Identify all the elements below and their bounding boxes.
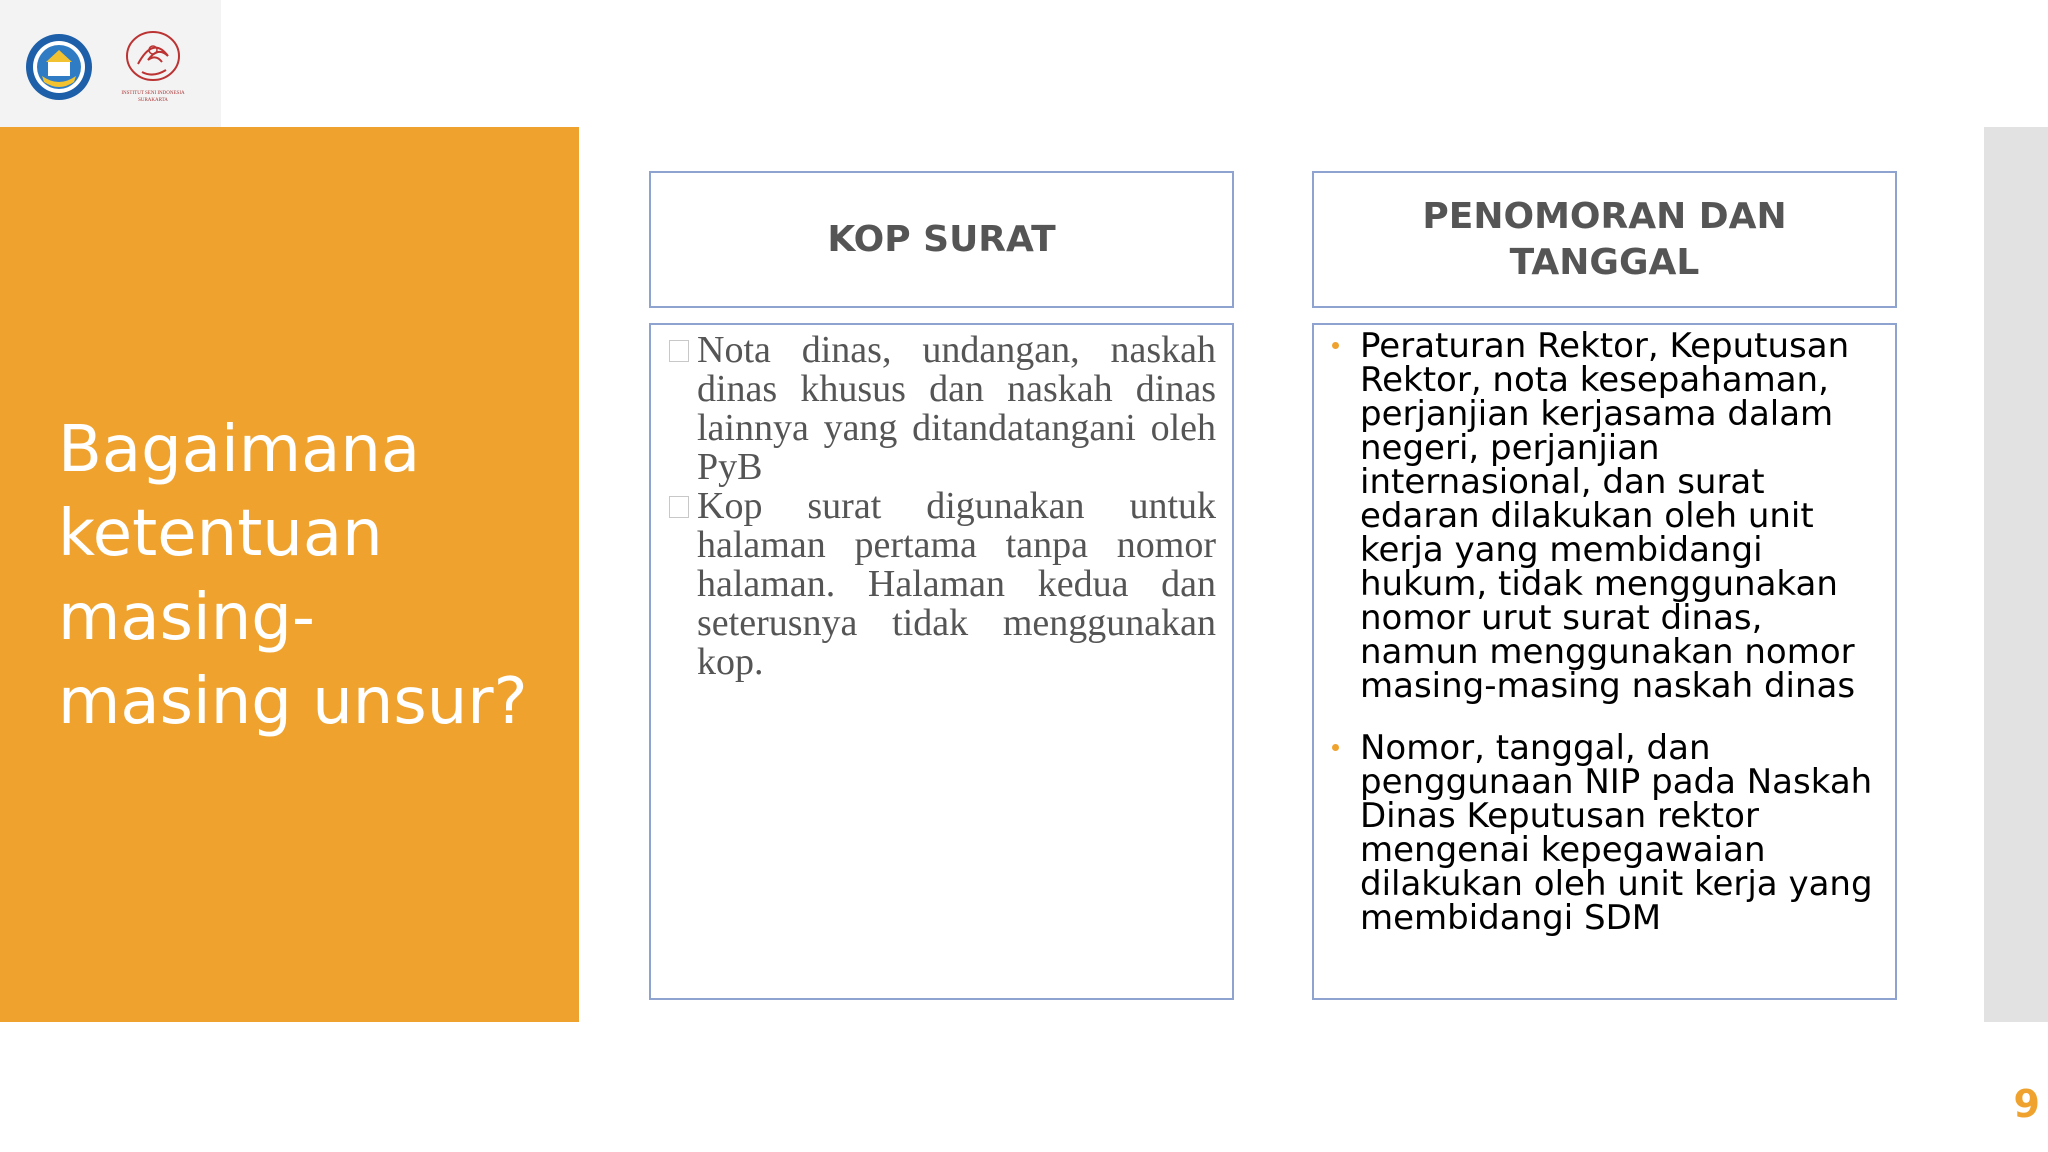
column-header-penomoran xyxy=(1312,171,1897,308)
isi-logo-text-line1: INSTITUT SENI INDONESIA xyxy=(121,91,185,96)
square-bullet-icon xyxy=(669,496,689,518)
square-bullet-icon xyxy=(669,340,689,362)
slide-title: Bagaimana ketentuan masing- masing unsur? xyxy=(58,413,528,739)
kop-surat-list xyxy=(651,325,1232,682)
column-body-kop-surat xyxy=(649,323,1234,1000)
list-item: Nomor, tanggal, dan penggunaan NIP pada Naskah Dinas Keputusan rektor mengenai kepegawaian dilakukan oleh unit kerja yang membidangi SDM xyxy=(1332,731,1877,935)
bullet-dot-icon xyxy=(1332,744,1339,751)
list-item: Peraturan Rektor, Keputusan Rektor, nota kesepahaman, perjanjian kerjasama dalam negeri, perjanjian internasional, dan surat edaran dilakukan oleh unit kerja yang membidangi hukum, tidak menggunakan nomor urut surat dinas, namun menggunakan nomor masing-masing naskah dinas xyxy=(1332,329,1877,703)
page-number: 9 xyxy=(2013,1082,2040,1126)
list-item: Kop surat digunakan untuk halaman pertama tanpa nomor halaman. Halaman kedua dan seterusnya tidak menggunakan kop. xyxy=(667,487,1216,682)
isi-surakarta-logo xyxy=(108,26,198,112)
kemdikbud-logo xyxy=(24,32,94,102)
logo-area xyxy=(0,0,221,127)
column-header-kop-surat xyxy=(649,171,1234,308)
column-header-text: KOP SURAT xyxy=(827,218,1056,260)
bullet-dot-icon xyxy=(1332,342,1339,349)
penomoran-list xyxy=(1314,325,1895,938)
side-strip xyxy=(1984,127,2048,1022)
column-header-text: PENOMORAN DAN TANGGAL xyxy=(1422,195,1787,283)
isi-logo-text-line2: SURAKARTA xyxy=(138,98,168,103)
list-item: Nota dinas, undangan, naskah dinas khusus dan naskah dinas lainnya yang ditandatangani oleh PyB xyxy=(667,331,1216,487)
column-body-penomoran xyxy=(1312,323,1897,1000)
